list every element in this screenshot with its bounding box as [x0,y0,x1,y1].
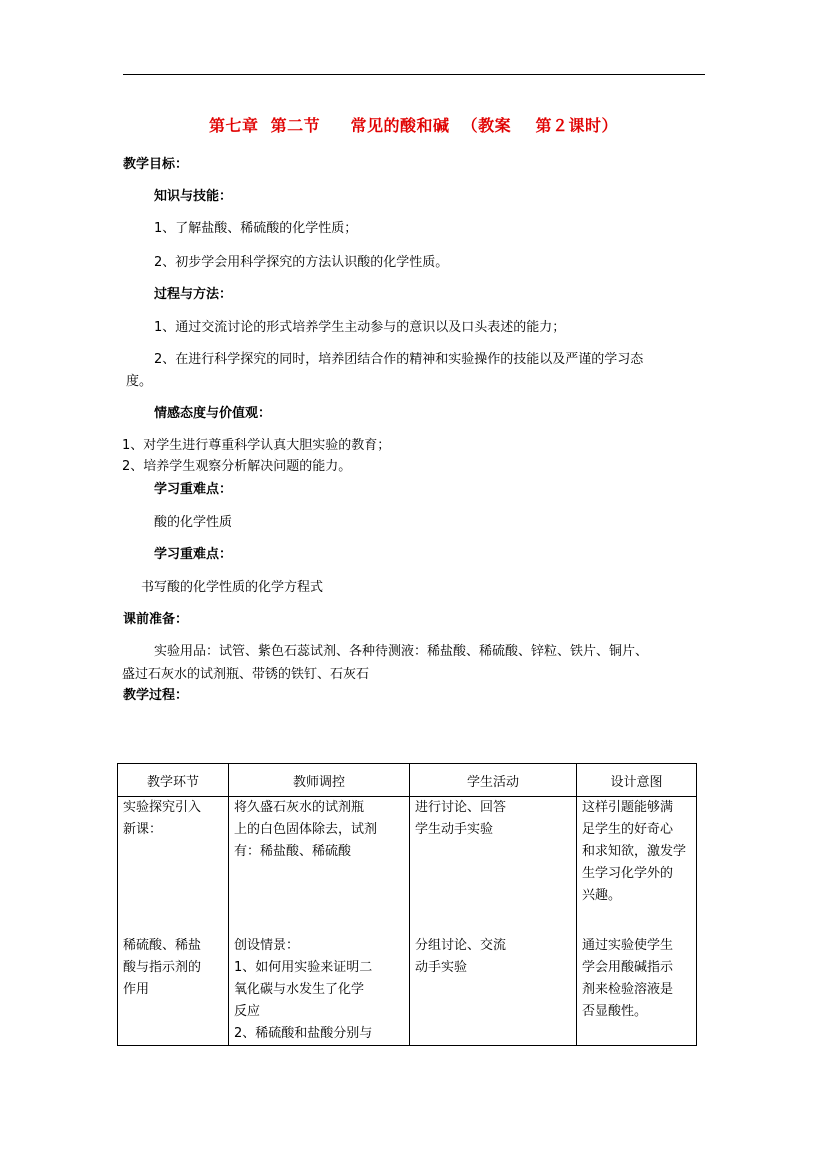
cell-teacher: 创设情景： 1、如何用实验来证明二 氧化碳与水发生了化学 反应 2、稀硫酸和盐酸分别与 [229,935,410,1046]
cell-intent: 通过实验使学生 学会用酸碱指示 剂来检验溶液是 否显酸性。 [577,935,697,1046]
knowledge-heading: 知识与技能： [154,189,233,204]
page-title: 第七章 第二节 常见的酸和碱 （教案 第２课时） [209,116,618,135]
cell-intent: 这样引题能够满 足学生的好奇心 和求知欲，激发学 生学习化学外的 兴趣。 [577,797,697,936]
process-heading: 过程与方法： [154,287,233,302]
objectives-heading: 教学目标： [123,157,189,172]
key-point-text: 酸的化学性质 [154,515,233,530]
process-section-heading: 教学过程： [123,688,189,703]
emotion-heading: 情感态度与价值观： [154,406,272,421]
key-point-heading: 学习重难点： [154,482,233,497]
process-item-1: 1、通过交流讨论的形式培养学生主动参与的意识以及口头表述的能力； [154,320,566,335]
process-item-2-cont: 度。 [126,374,153,389]
difficult-point-text: 书写酸的化学性质的化学方程式 [141,580,324,595]
teaching-process-table [117,763,697,1046]
table-row [118,935,697,1046]
table-row [118,797,697,936]
cell-student: 进行讨论、回答 学生动手实验 [410,797,577,936]
cell-student: 分组讨论、交流 动手实验 [410,935,577,1046]
preparation-line-2: 盛过石灰水的试剂瓶、带锈的铁钉、石灰石 [122,667,370,682]
header-stage: 教学环节 [118,764,229,797]
difficult-point-heading: 学习重难点： [154,547,233,562]
process-item-2: 2、在进行科学探究的同时，培养团结合作的精神和实验操作的技能以及严谨的学习态 [154,352,644,367]
knowledge-item-2: 2、初步学会用科学探究的方法认识酸的化学性质。 [154,255,449,270]
preparation-line-1: 实验用品：试管、紫色石蕊试剂、各种待测液：稀盐酸、稀硫酸、锌粒、铁片、铜片、 [154,644,649,659]
emotion-item-2: 2、培养学生观察分析解决问题的能力。 [122,459,352,474]
knowledge-item-1: 1、了解盐酸、稀硫酸的化学性质； [154,221,358,236]
cell-stage: 稀硫酸、稀盐 酸与指示剂的 作用 [118,935,229,1046]
header-teacher: 教师调控 [229,764,410,797]
cell-stage: 实验探究引入 新课： [118,797,229,936]
table-header-row [118,764,697,797]
emotion-item-1: 1、对学生进行尊重科学认真大胆实验的教育； [122,438,391,453]
preparation-heading: 课前准备： [123,612,189,627]
header-intent: 设计意图 [577,764,697,797]
header-student: 学生活动 [410,764,577,797]
header-rule [123,74,705,75]
cell-teacher: 将久盛石灰水的试剂瓶 上的白色固体除去，试剂 有：稀盐酸、稀硫酸 [229,797,410,936]
